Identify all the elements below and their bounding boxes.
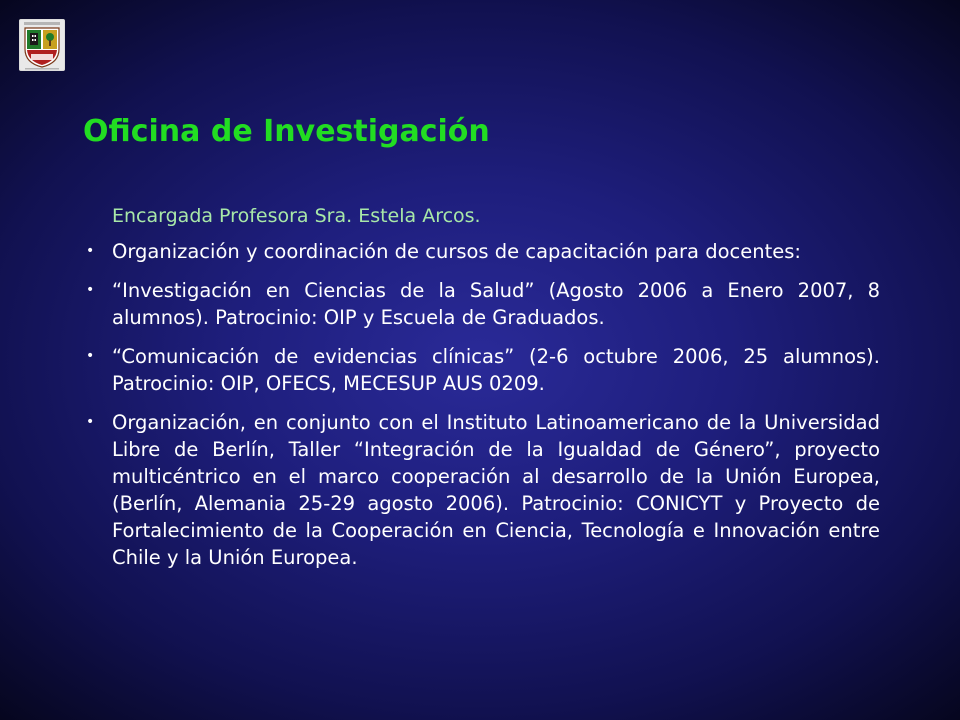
bullet-item-courses (86, 238, 880, 265)
bullet-text: “Comunicación de evidencias clínicas” (2-6 octubre 2006, 25 alumnos). Patrocinio: OIP, OFECS, MECESUP AUS 0209. (112, 345, 880, 395)
bullet-marker: • (86, 282, 95, 298)
bullet-text: Organización, en conjunto con el Instituto Latinoamericano de la Universidad Libre de Berlín, Taller “Integración de la Igualdad de Género”, proyecto multicéntrico en el marco cooperación al desarrollo de la Unión Europea, (Berlín, Alemania 25-29 agosto 2006). Patrocinio: CONICYT y Proyecto de Fortalecimiento de la Cooperación en Ciencia, Tecnología e Innovación entre Chile y la Unión Europea. (112, 411, 880, 569)
slide-title: Oficina de Investigación (83, 114, 490, 149)
bullet-list (86, 238, 880, 583)
bullet-item-gender-workshop (86, 409, 880, 571)
bullet-marker: • (86, 414, 95, 430)
bullet-marker: • (86, 243, 95, 259)
bullet-item-clinical-evidence (86, 343, 880, 397)
slide-subtitle: Encargada Profesora Sra. Estela Arcos. (112, 205, 481, 227)
bullet-text: “Investigación en Ciencias de la Salud” (Agosto 2006 a Enero 2007, 8 alumnos). Patrocinio: OIP y Escuela de Graduados. (112, 279, 880, 329)
bullet-text: Organización y coordinación de cursos de capacitación para docentes: (112, 240, 801, 263)
bullet-item-health-research (86, 277, 880, 331)
university-crest-icon (19, 19, 65, 71)
bullet-marker: • (86, 348, 95, 364)
